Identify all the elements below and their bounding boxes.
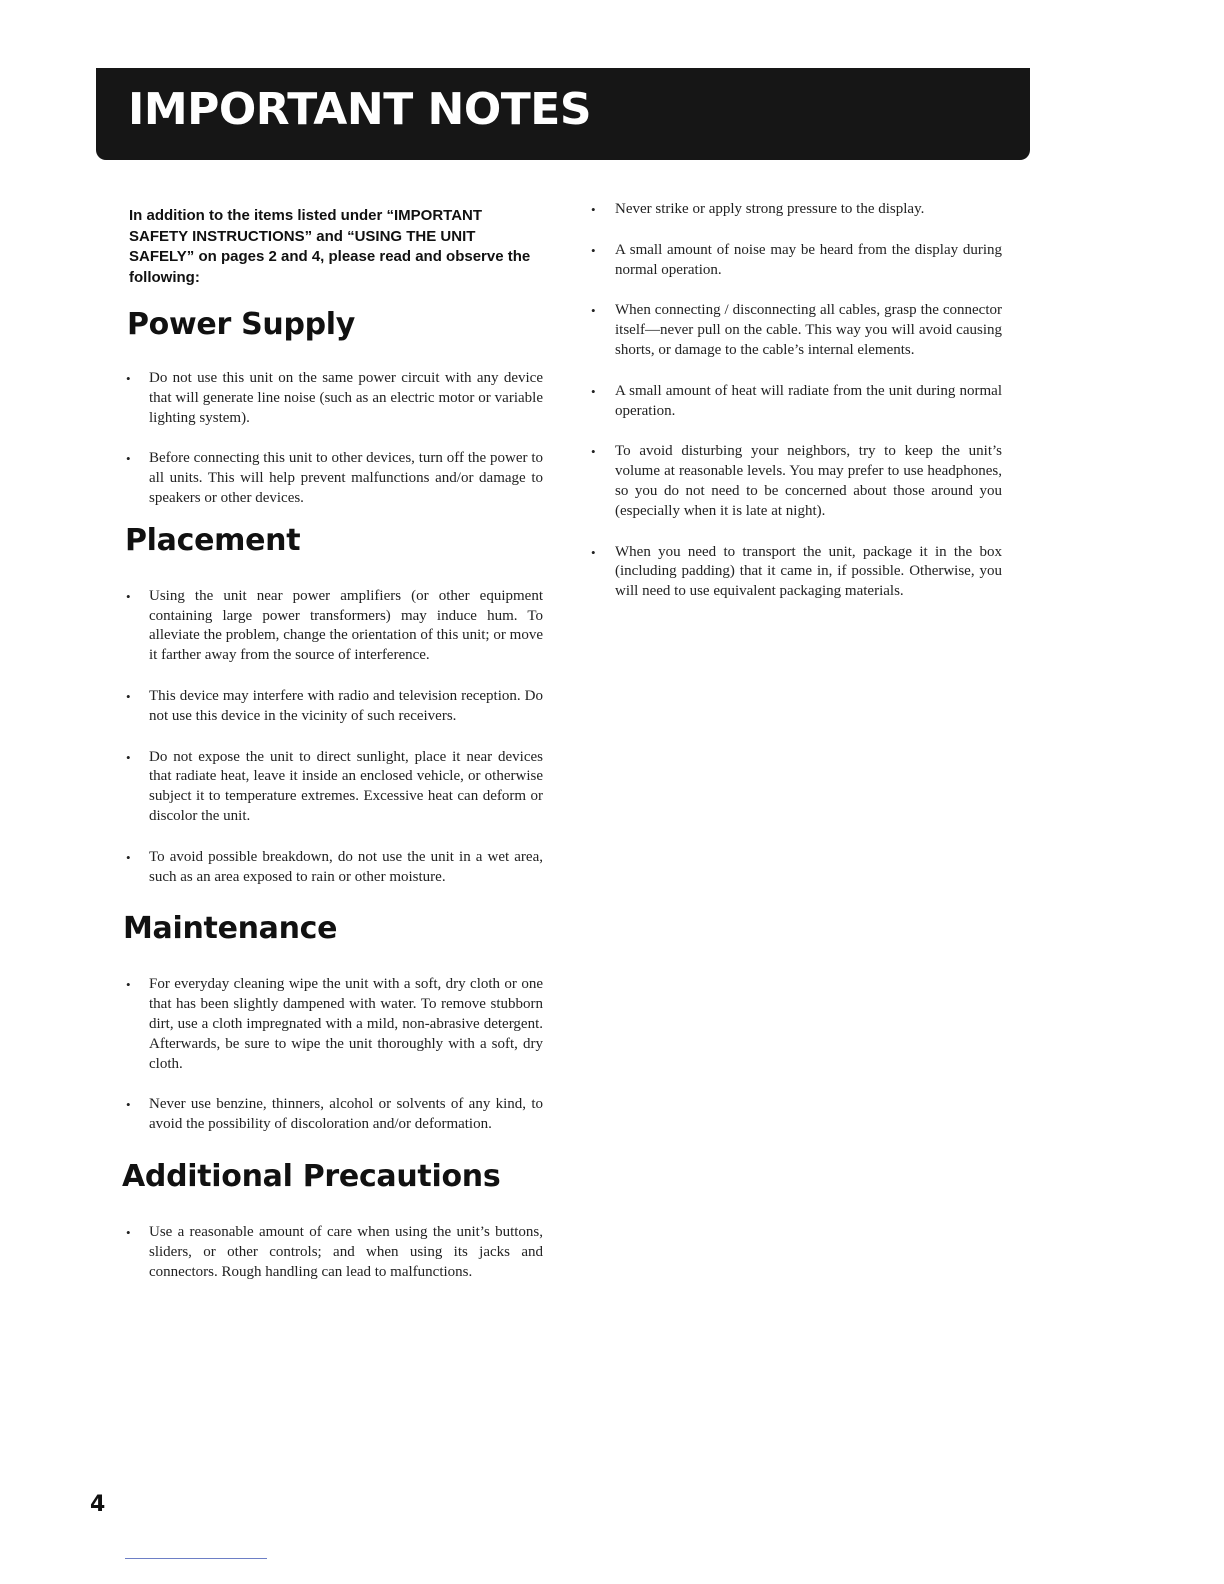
- list-item: • Using the unit near power amplifiers (or other equipment containing large power transformers) may induce hum. To alleviate the problem, change the orientation of this unit; or move it farther away from the source of interference.: [123, 587, 543, 666]
- list-item: • Do not expose the unit to direct sunlight, place it near devices that radiate heat, leave it inside an enclosed vehicle, or otherwise subject it to temperature extremes. Excessive heat can deform or discolor the unit.: [123, 748, 543, 827]
- footer-divider: [125, 1558, 267, 1559]
- additional-precautions-list: [123, 1223, 543, 1282]
- list-item: • When you need to transport the unit, package it in the box (including padding) that it came in, if possible. Otherwise, you will need to use equivalent packaging materials.: [588, 543, 1002, 602]
- placement-list: [123, 587, 543, 888]
- maintenance-heading: Maintenance: [123, 911, 338, 947]
- placement-heading: Placement: [125, 522, 301, 558]
- list-item: • Do not use this unit on the same power circuit with any device that will generate line noise (such as an electric motor or variable lighting system).: [123, 369, 543, 428]
- list-item: • Use a reasonable amount of care when using the unit’s buttons, sliders, or other controls; and when using its jacks and connectors. Rough handling can lead to malfunctions.: [123, 1223, 543, 1282]
- intro-paragraph: In addition to the items listed under “IMPORTANT SAFETY INSTRUCTIONS” and “USING THE UNIT SAFELY” on pages 2 and 4, please read and observe the following:: [129, 207, 531, 286]
- left-column: [123, 200, 543, 1282]
- additional-precautions-list-continued: [588, 200, 1002, 602]
- list-item: • A small amount of noise may be heard from the display during normal operation.: [588, 241, 1002, 281]
- list-item: • A small amount of heat will radiate from the unit during normal operation.: [588, 382, 1002, 422]
- page-number: 4: [90, 1492, 106, 1517]
- additional-precautions-heading: Additional Precautions: [122, 1158, 501, 1194]
- right-column: [588, 200, 1002, 602]
- list-item: • Before connecting this unit to other devices, turn off the power to all units. This will help prevent malfunctions and/or damage to speakers or other devices.: [123, 449, 543, 508]
- header-banner: [96, 68, 1030, 160]
- list-item: • For everyday cleaning wipe the unit with a soft, dry cloth or one that has been slightly dampened with water. To remove stubborn dirt, use a cloth impregnated with a mild, non-abrasive detergent. Afterwards, be sure to wipe the unit thoroughly with a soft, dry cloth.: [123, 975, 543, 1074]
- list-item: • To avoid possible breakdown, do not use the unit in a wet area, such as an area exposed to rain or other moisture.: [123, 848, 543, 888]
- list-item: • Never strike or apply strong pressure to the display.: [588, 200, 1002, 220]
- list-item: • Never use benzine, thinners, alcohol or solvents of any kind, to avoid the possibility of discoloration and/or deformation.: [123, 1095, 543, 1135]
- list-item: • This device may interfere with radio and television reception. Do not use this device in the vicinity of such receivers.: [123, 687, 543, 727]
- maintenance-list: [123, 975, 543, 1135]
- list-item: • To avoid disturbing your neighbors, try to keep the unit’s volume at reasonable levels. You may prefer to use headphones, so you do not need to be concerned about those around you (especially when it is late at night).: [588, 442, 1002, 521]
- page-title: IMPORTANT NOTES: [128, 84, 592, 135]
- power-supply-list: [123, 369, 543, 509]
- power-supply-heading: Power Supply: [127, 307, 356, 342]
- list-item: • When connecting / disconnecting all cables, grasp the connector itself—never pull on the cable. This way you will avoid causing shorts, or damage to the cable’s internal elements.: [588, 301, 1002, 360]
